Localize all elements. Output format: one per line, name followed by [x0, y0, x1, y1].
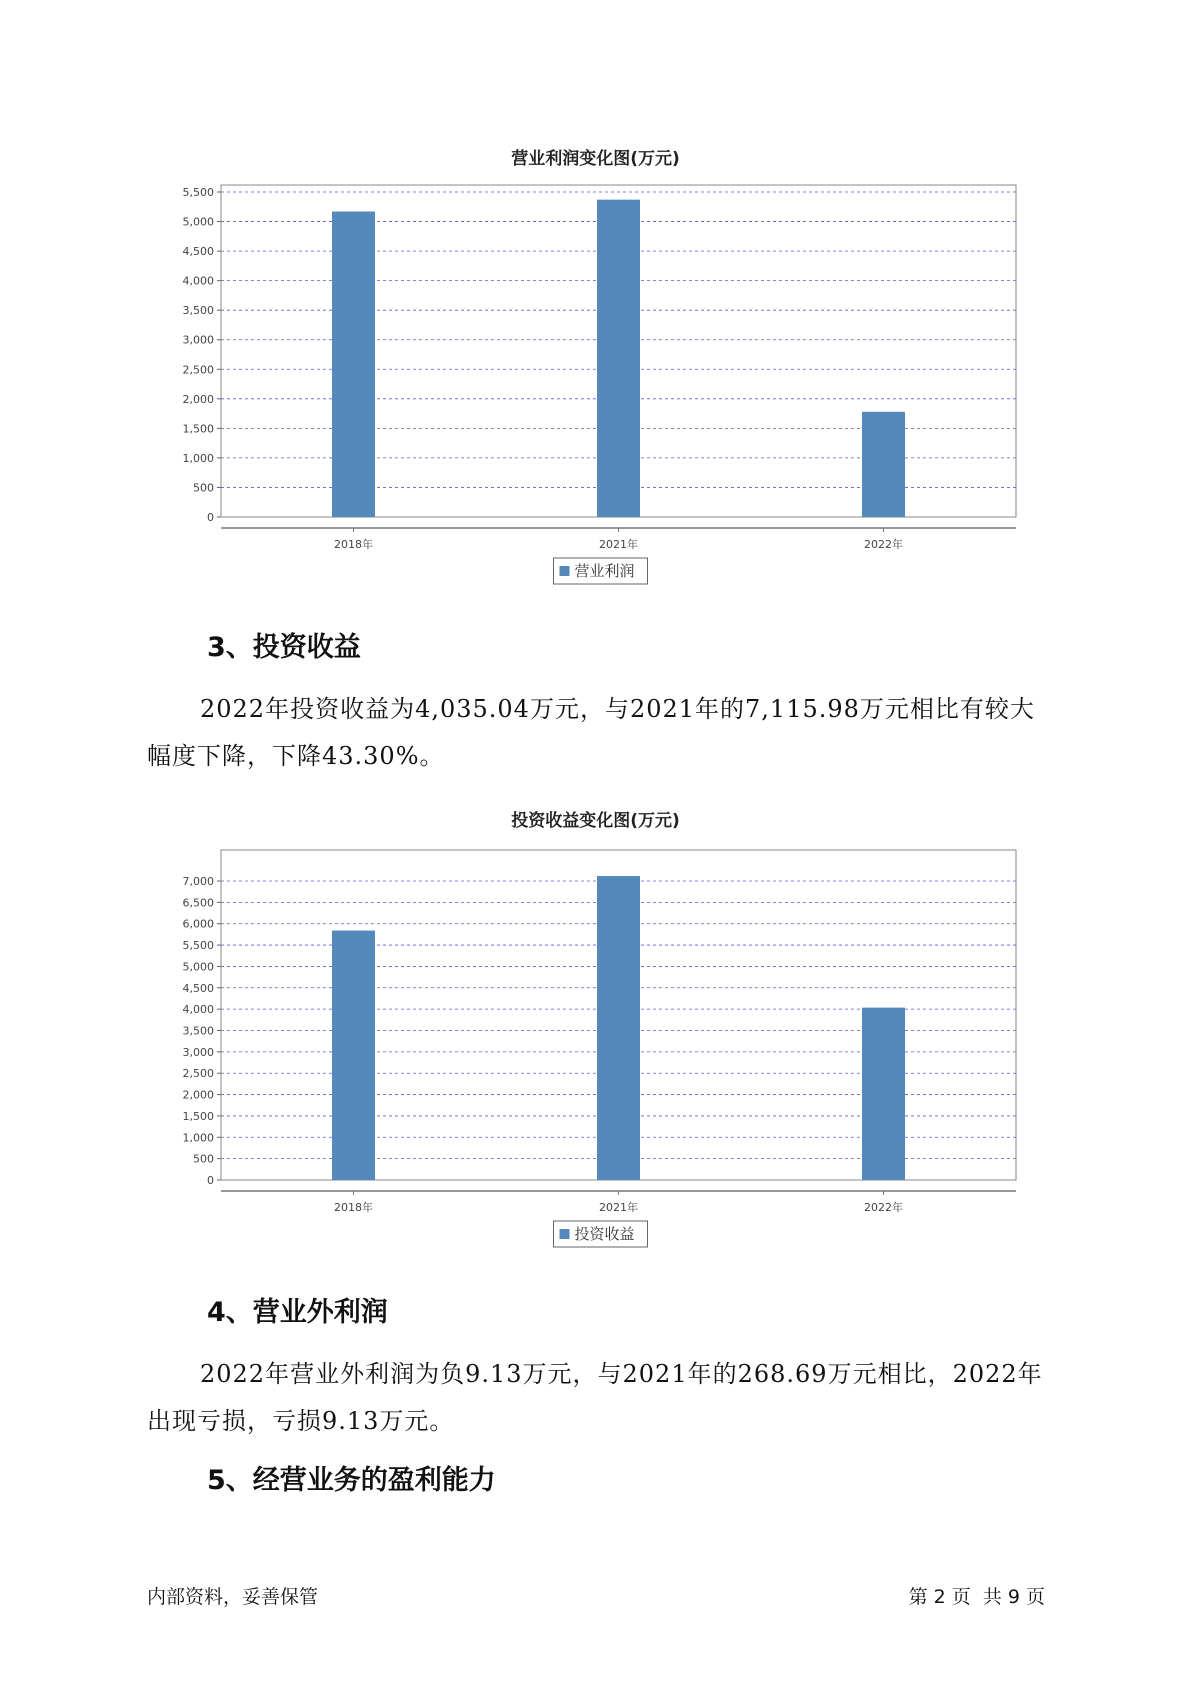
bar [862, 1008, 905, 1180]
y-tick-label: 4,500 [182, 245, 214, 259]
footer-confidential-note: 内部资料，妥善保管 [147, 1586, 319, 1608]
x-tick-label: 2018年 [334, 538, 373, 551]
x-tick-label: 2022年 [864, 538, 903, 551]
y-tick-label: 500 [193, 481, 214, 495]
y-tick-label: 2,000 [182, 1088, 214, 1102]
y-tick-label: 3,000 [182, 333, 214, 347]
x-tick-label: 2021年 [599, 1201, 638, 1214]
y-tick-label: 5,000 [182, 215, 214, 229]
y-tick-label: 0 [207, 511, 214, 524]
y-tick-label: 5,000 [182, 960, 214, 974]
section-3-text: 2022年投资收益为4,035.04万元，与2021年的7,115.98万元相比有较大幅度下降，下降43.30%。 [147, 695, 1035, 770]
y-tick-label: 1,500 [182, 1109, 214, 1123]
chart2-title: 投资收益变化图(万元) [511, 811, 680, 831]
legend-swatch [560, 1229, 570, 1239]
bar [597, 876, 640, 1180]
section-3-heading: 3、投资收益 [207, 632, 361, 663]
y-tick-label: 2,000 [182, 392, 214, 406]
legend-swatch [560, 566, 570, 576]
x-tick-label: 2022年 [864, 1201, 903, 1214]
bar [332, 931, 375, 1180]
bar [862, 412, 905, 517]
y-tick-label: 4,000 [182, 274, 214, 288]
y-tick-label: 2,500 [182, 363, 214, 377]
y-tick-label: 1,500 [182, 422, 214, 436]
section-5-heading: 5、经营业务的盈利能力 [207, 1465, 496, 1496]
operating-profit-chart [0, 170, 1191, 590]
legend [554, 1221, 648, 1247]
y-tick-label: 6,000 [182, 917, 214, 931]
chart1-title: 营业利润变化图(万元) [511, 149, 680, 169]
y-tick-label: 3,500 [182, 1024, 214, 1038]
bar [332, 212, 375, 518]
section-4-text: 2022年营业外利润为负9.13万元，与2021年的268.69万元相比，2022年出现亏损，亏损9.13万元。 [147, 1360, 1043, 1435]
y-tick-label: 4,500 [182, 981, 214, 995]
bar [597, 200, 640, 517]
y-tick-label: 3,000 [182, 1045, 214, 1059]
x-tick-label: 2021年 [599, 538, 638, 551]
y-tick-label: 7,000 [182, 875, 214, 888]
footer-page-number: 第 2 页 共 9 页 [908, 1586, 1045, 1608]
y-tick-label: 5,500 [182, 186, 214, 199]
y-tick-label: 0 [207, 1174, 214, 1187]
y-tick-label: 2,500 [182, 1067, 214, 1081]
section-4-heading: 4、营业外利润 [207, 1297, 388, 1328]
y-tick-label: 6,500 [182, 896, 214, 910]
x-tick-label: 2018年 [334, 1201, 373, 1214]
legend-label: 营业利润 [574, 562, 635, 580]
y-tick-label: 3,500 [182, 304, 214, 318]
y-tick-label: 5,500 [182, 939, 214, 953]
y-tick-label: 4,000 [182, 1003, 214, 1017]
y-tick-label: 1,000 [182, 1131, 214, 1145]
y-tick-label: 500 [193, 1152, 214, 1166]
legend-label: 投资收益 [574, 1225, 635, 1243]
legend [554, 558, 648, 584]
y-tick-label: 1,000 [182, 451, 214, 465]
investment-income-chart [0, 832, 1191, 1257]
